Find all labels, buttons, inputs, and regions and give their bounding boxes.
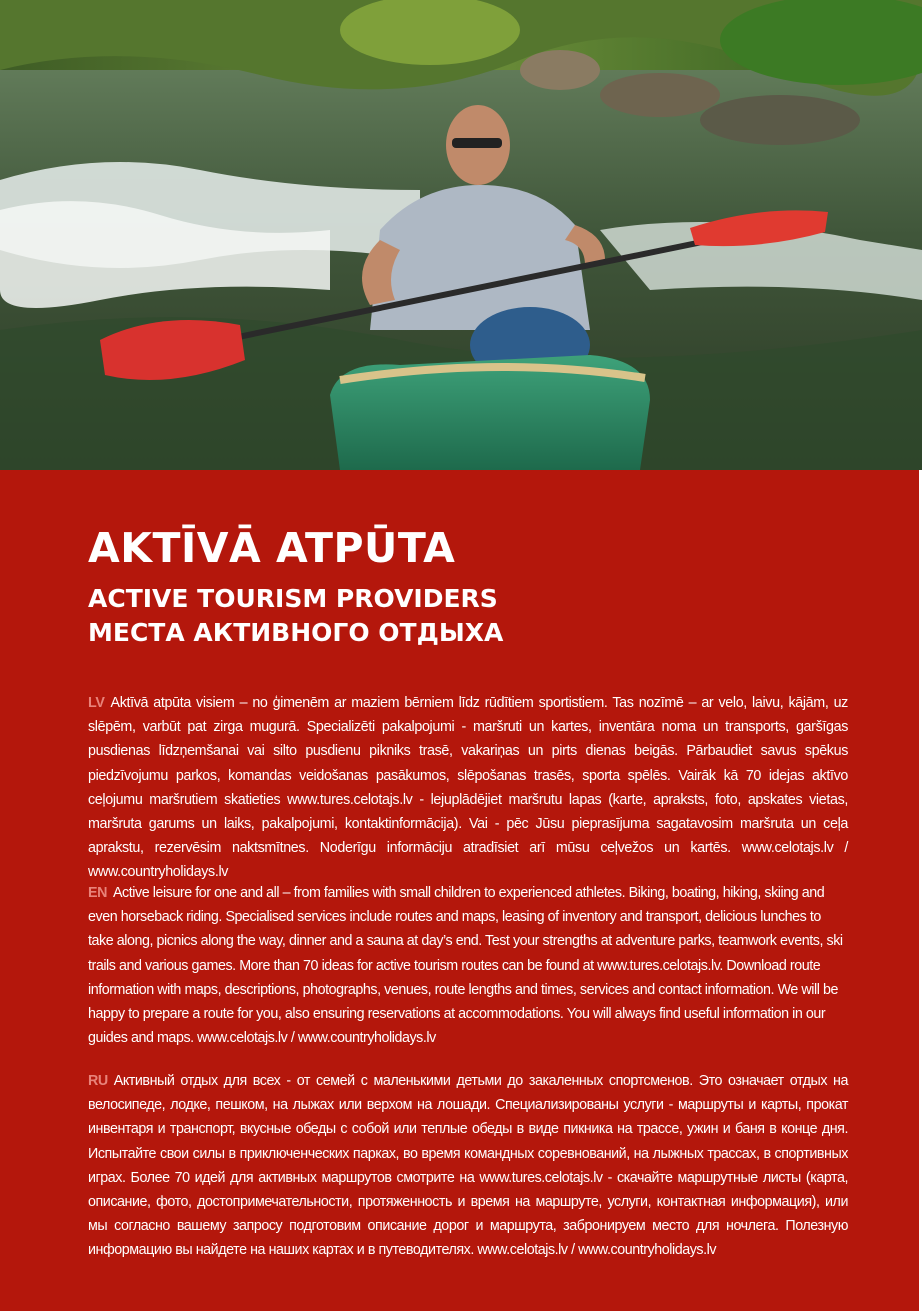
kayaker-photo — [0, 0, 922, 470]
paragraph-russian — [88, 1069, 848, 1263]
paragraph-russian-text: Активный отдых для всех - от семей с маленькими детьми до закаленных спортсменов. Это означает отдых на велосипеде, лодке, пешком, на лыжах или верхом на лошади. Специализированы услуги - маршруты и карты, прокат инвентаря и транспорт, вкусные обеды с собой или теплые обеды в виде пикника на трассе, ужин и баня в конце дня. Испытайте свои силы в приключенческих парках, во время командных соревнований, на лыжных трассах, в спортивных играх. Более 70 идей для активных маршрутов смотрите на www.tures.celotajs.lv - скачайте маршрутные листы (карта, описание, фото, достопримечательности, протяженность и время на маршруте, услуги, контактная информация), или мы согласно вашему запросу подготовим описание дорог и маршрута, забронируем место для ночлега. Полезную информацию вы найдете на наших картах и в путеводителях. www.celotajs.lv / www.countryholidays.lv — [88, 1073, 848, 1259]
subtitle-russian: МЕСТА АКТИВНОГО ОТДЫХА — [88, 618, 504, 647]
photo-illustration — [0, 0, 922, 470]
paragraph-english — [88, 881, 848, 1050]
paragraph-english-text: Active leisure for one and all – from families with small children to experienced athletes. Biking, boating, hiking, skiing and even horseback riding. Specialised services include routes and maps, leasing of inventory and transport, delicious lunches to take along, picnics along the way, dinner and a sauna at day’s end. Test your strengths at adventure parks, teamwork events, ski trails and various games. More than 70 ideas for active tourism routes can be found at www.tures.celotajs.lv. Download route information with maps, descriptions, photographs, venues, route lengths and times, services and contact information. We will be happy to prepare a route for you, also ensuring reservations at accommodations. You will always find useful information in our guides and maps. www.celotajs.lv / www.countryholidays.lv — [88, 885, 843, 1047]
subtitle-english: ACTIVE TOURISM PROVIDERS — [88, 584, 498, 613]
page-title: AKTĪVĀ ATPŪTA — [88, 524, 456, 572]
language-code-ru: RU — [88, 1073, 108, 1089]
language-code-en: EN — [88, 885, 107, 901]
paragraph-latvian-text: Aktīvā atpūta visiem – no ģimenēm ar maziem bērniem līdz rūdītiem sportistiem. Tas nozīmē – ar velo, laivu, kājām, uz slēpēm, varbūt pat zirga mugurā. Specializēti pakalpojumi - maršruti un kartes, inventāra noma un transports, garšīgas pusdienas līdzņemšanai vai silto pusdienu pikniks trasē, vakariņas un pirts dienas beigās. Pārbaudiet savus spēkus piedzīvojumu parkos, komandas veidošanas pasākumos, slēpošanas trasēs, sporta spēlēs. Vairāk kā 70 idejas aktīvo ceļojumu maršrutiem skatieties www.tures.celotajs.lv - lejuplādējiet maršrutu lapas (karte, apraksts, foto, apskates vietas, maršruta garums un laiks, pakalpojumi, kontaktinformācija). Vai - pēc Jūsu pieprasījuma sagatavosim maršruta un ceļa aprakstu, rezervēsim naktsmītnes. Noderīgu informāciju atradīsiet arī mūsu ceļvežos un kartēs. www.celotajs.lv / www.countryholidays.lv — [88, 695, 848, 881]
paragraph-latvian — [88, 691, 848, 885]
language-code-lv: LV — [88, 695, 105, 711]
